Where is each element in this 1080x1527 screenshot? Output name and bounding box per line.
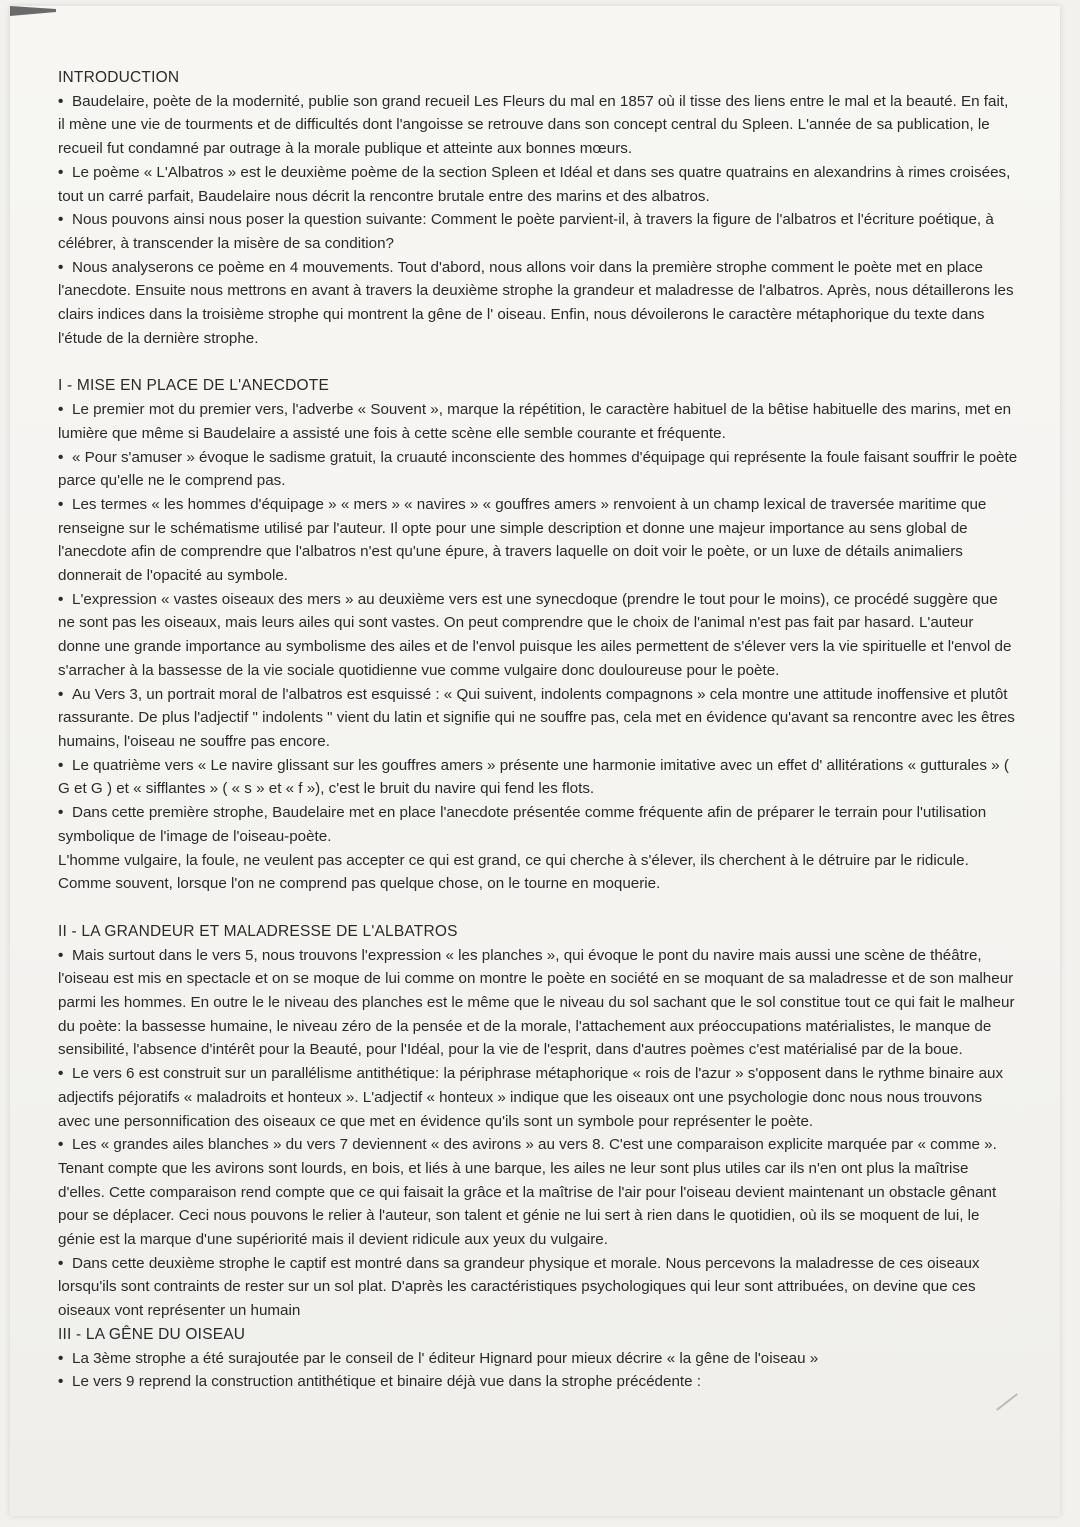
section-2-paragraph: • Mais surtout dans le vers 5, nous trouvons l'expression « les planches », qui évoque le pont du navire mais aussi une scène de théâtre, l'oiseau est mis en spectacle et on se moque de lui comme on montre le poète en société en se moquant de sa maladresse et de son malheur parmi les hommes. En outre le le niveau des planches est le même que le niveau du sol sachant que le sol constitue tout ce qui fait le malheur du poète: la bassesse humaine, le niveau zéro de la pensée et de la morale, l'attachement aux préoccupations matérialistes, le manque de sensibilité, l'absence d'intérêt pour la Beauté, pour l'Idéal, pour la vie de l'esprit, dans d'autres poèmes c'est matérialisé par de la boue. [58,944,1018,1063]
introduction-heading: INTRODUCTION [58,69,180,86]
intro-paragraph: • Nous analyserons ce poème en 4 mouvements. Tout d'abord, nous allons voir dans la première strophe comment le poète met en place l'anecdote. Ensuite nous mettrons en avant à travers la deuxième strophe la grandeur et maladresse de l'albatros. Après, nous détaillerons les clairs indices dans la troisième strophe qui montrent la gêne de l' oiseau. Enfin, nous dévoilerons le caractère métaphorique du texte dans l'étude de la dernière strophe. [58,256,1018,351]
section-1-paragraph: • Au Vers 3, un portrait moral de l'albatros est esquissé : « Qui suivent, indolents compagnons » cela montre une attitude inoffensive et plutôt rassurante. De plus l'adjectif " indolents " vient du latin et signifie qui ne souffre pas, cela met en évidence qu'avant sa rencontre avec les êtres humains, l'oiseau ne souffre pas encore. [58,683,1018,754]
intro-paragraph: • Le poème « L'Albatros » est le deuxième poème de la section Spleen et Idéal et dans ses quatre quatrains en alexandrins à rimes croisées, tout un carré parfait, Baudelaire nous décrit la rencontre brutale entre des marins et des albatros. [58,161,1018,208]
section-1-closing: L'homme vulgaire, la foule, ne veulent pas accepter ce qui est grand, ce qui cherche à s'élever, ils cherchent à le détruire par le ridicule. Comme souvent, lorsque l'on ne comprend pas quelque chose, on le tourne en moquerie. [58,851,969,893]
section-2-heading: II - LA GRANDEUR ET MALADRESSE DE L'ALBATROS [58,922,458,940]
section-2-paragraph: • Les « grandes ailes blanches » du vers 7 deviennent « des avirons » au vers 8. C'est une comparaison explicite marquée par « comme ». Tenant compte que les avirons sont lourds, en bois, et liés à une barque, les ailes ne leur sont plus utiles car ils n'en ont plus la maîtrise d'elles. Cette comparaison rend compte que ce qui faisait la grâce et la maîtrise de l'air pour l'oiseau devient maintenant un obstacle gênant pour se déplacer. Ceci nous pouvons le relier à l'auteur, son talent et génie ne lui sert à rien dans le quotidien, où ils se moquent de lui, le génie est la marque d'une supériorité mais il devient ridicule aux yeux du vulgaire. [58,1133,1018,1252]
section-1-paragraph: • Le premier mot du premier vers, l'adverbe « Souvent », marque la répétition, le caractère habituel de la bêtise habituelle des marins, met en lumière que même si Baudelaire a assisté une fois à cette scène elle semble courante et fréquente. [58,398,1018,445]
section-1-paragraph: • Dans cette première strophe, Baudelaire met en place l'anecdote présentée comme fréquente afin de préparer le terrain pour l'utilisation symbolique de l'image de l'oiseau-poète. [58,801,1018,848]
document-body [58,66,1018,1394]
section-1-heading: I - MISE EN PLACE DE L'ANECDOTE [58,377,329,395]
intro-paragraph: • Nous pouvons ainsi nous poser la question suivante: Comment le poète parvient-il, à travers la figure de l'albatros et l'écriture poétique, à célébrer, à transcender la misère de sa condition? [58,208,1018,255]
section-1-paragraph: • Les termes « les hommes d'équipage » « mers » « navires » « gouffres amers » renvoient à un champ lexical de traversée maritime que renseigne sur le schématisme utilisé par l'auteur. Il opte pour une simple description et donne une majeur importance au sens global de l'anecdote afin de comprendre que l'albatros n'est qu'une épure, à travers laquelle on doit voir le poète, or un luxe de détails animaliers donnerait de l'opacité au symbole. [58,493,1018,588]
section-2-paragraph: • Dans cette deuxième strophe le captif est montré dans sa grandeur physique et morale. Nous percevons la maladresse de ces oiseaux lorsqu'ils sont contraints de rester sur un sol plat. D'après les caractéristiques psychologiques qui leur sont attribuées, on devine que ces oiseaux vont représenter un humain [58,1252,1018,1323]
section-3-heading: III - LA GÊNE DU OISEAU [58,1325,246,1343]
section-2-paragraph: • Le vers 6 est construit sur un parallélisme antithétique: la périphrase métaphorique « rois de l'azur » s'opposent dans le rythme binaire aux adjectifs péjoratifs « maladroits et honteux ». L'adjectif « honteux » indique que les oiseaux ont une psychologie donc nous nous trouvons avec une personnification des oiseaux ce que met en évidence qu'ils sont un symbole pour représenter le poète. [58,1062,1018,1133]
spacer [58,350,1018,374]
section-1-paragraph: • L'expression « vastes oiseaux des mers » au deuxième vers est une synecdoque (prendre le tout pour le moins), ce procédé suggère que ne sont pas les oiseaux, mais leurs ailes qui sont vastes. On peut comprendre que le choix de l'animal n'est pas fait par hasard. L'auteur donne une grande importance au symbolisme des ailes et de l'envol puisque les ailes permettent de s'élever vers la vie spirituelle et l'envol de s'arracher à la bassesse de la vie sociale quotidienne vue comme vulgaire donc douloureuse pour le poète. [58,588,1018,683]
intro-paragraph: • Baudelaire, poète de la modernité, publie son grand recueil Les Fleurs du mal en 1857 où il tisse des liens entre le mal et la beauté. En fait, il mène une vie de tourments et de difficultés dont l'angoisse se retrouve dans son concept central du Spleen. L'année de sa publication, le recueil fut condamné par outrage à la morale publique et atteinte aux bonnes mœurs. [58,90,1018,161]
spacer [58,896,1018,920]
section-3-paragraph: • La 3ème strophe a été surajoutée par le conseil de l' éditeur Hignard pour mieux décrire « la gêne de l'oiseau » [58,1347,1018,1371]
document-page [10,6,1060,1516]
staple-mark [10,6,56,16]
section-3-paragraph: • Le vers 9 reprend la construction antithétique et binaire déjà vue dans la strophe précédente : [58,1370,1018,1394]
section-1-paragraph: • « Pour s'amuser » évoque le sadisme gratuit, la cruauté inconsciente des hommes d'équipage qui représente la foule faisant souffrir le poète parce qu'elle ne le comprend pas. [58,446,1018,493]
pencil-mark [996,1393,1018,1411]
section-1-paragraph: • Le quatrième vers « Le navire glissant sur les gouffres amers » présente une harmonie imitative avec un effet d' allitérations « gutturales » ( G et G ) et « sifflantes » ( « s » et « f »), c'est le bruit du navire qui fend les flots. [58,754,1018,801]
